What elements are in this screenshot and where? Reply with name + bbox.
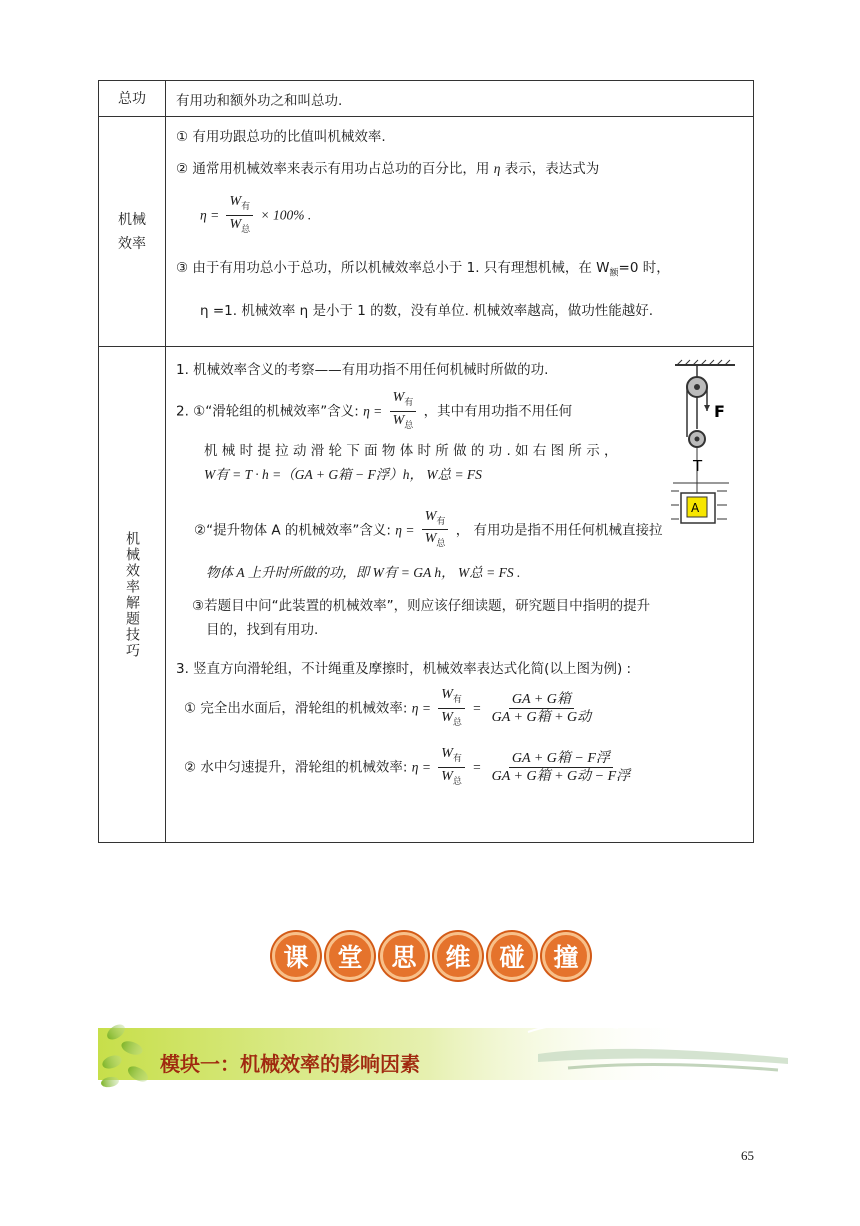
tips-p3b-fraction [489,750,634,785]
efficiency-formula [176,193,743,238]
row-total-work [99,81,754,117]
tips-p2b-line2: 物体 A 上升时所做的功，即 W有 = GA h， W总 = FS . [206,565,521,581]
banner-char: 维 [434,932,482,980]
efficiency-item3-line1 [176,256,743,286]
tips-p2b-prefix: ②“提升物体 A 的机械效率”含义: [194,521,391,538]
item3-sub: 额 [609,268,619,279]
tips-p2-fraction: $\frac{W_有}{W_总}$ [390,389,417,434]
tips-p1: 1. 机械效率含义的考察——有用功指不用任何机械时所做的功. [176,362,549,378]
label-efficiency [99,117,166,347]
eta-symbol: η [493,161,501,176]
formula-num: W [229,194,242,209]
tips-p2c-line2: 目的，找到有用功. [206,622,319,639]
item3-text: ③ 由于有用功总小于总功，所以机械效率总小于 1. 只有理想机械，在 W [176,259,610,276]
tips-p3b-den: GA + G箱 + G动 − F浮 [491,768,631,784]
efficiency-content [166,117,754,347]
tips-p2b-fraction: $\frac{W_有}{W_总}$ [422,508,449,553]
module-title: 模块一：机械效率的影响因素 [160,1052,420,1076]
summary-table [98,80,754,843]
label-efficiency-line1: 机械 [118,211,146,228]
banner-char: 撞 [542,932,590,980]
formula-eta: η = [200,207,220,223]
item2-suffix: 表示，表达式为 [504,161,600,177]
tips-p3a-fraction [489,691,595,726]
tips-p3a: ① 完全出水面后，滑轮组的机械效率: η = $\frac{W_有}{W_总}$ = $\frac{\text{GA + G箱}}{\text{GA + G箱 + G动}}$ [176,686,743,731]
tips-p2: 2. ①“滑轮组的机械效率”含义: η = $\frac{W_有}{W_总}$ ，其中有用功指不用任何 [176,389,743,434]
tips-p2b-suffix: ， 有用功是指不用任何机械直接拉 [455,521,663,538]
tips-p3b-label: ② 水中匀速提升，滑轮组的机械效率: [184,759,408,776]
tips-p2-line2: 机 械 时 提 拉 动 滑 轮 下 面 物 体 时 所 做 的 功 . 如 右 图 所 示 ， [204,442,618,459]
label-tips-text: 机械效率解题技巧 [124,530,140,659]
formula-tail: × 100% . [260,207,312,223]
efficiency-item2 [176,157,743,181]
pulley-diagram [669,359,741,529]
tips-p2c-line1: ③若题目中问“此装置的机械效率”，则应该仔细读题，研究题目中指明的提升 [192,598,651,615]
efficiency-item1: ① 有用功跟总功的比值叫机械效率. [176,129,386,145]
fig-F-label: F [714,402,725,421]
fig-A-label: A [691,501,700,515]
tips-p2-suffix: ，其中有用功指不用任何 [423,403,573,420]
label-total-work: 总功 [99,81,166,117]
item2-prefix: ② 通常用机械效率来表示有用功占总功的百分比，用 [176,161,490,177]
banner-char: 碰 [488,932,536,980]
tips-content [166,347,754,843]
formula-num-sub: 有 [241,200,251,211]
banner-char: 课 [272,932,320,980]
fig-T-label: T [693,457,703,475]
formula-den-sub: 总 [241,223,251,234]
label-efficiency-line2: 效率 [118,235,146,252]
banner-char: 堂 [326,932,374,980]
tips-p3: 3. 竖直方向滑轮组，不计绳重及摩擦时，机械效率表达式化简(以上图为例) : [176,661,632,678]
page-number: 65 [741,1148,754,1163]
tips-p3a-label: ① 完全出水面后，滑轮组的机械效率: [184,700,408,717]
label-tips [99,347,166,843]
tips-p2-prefix: 2. ①“滑轮组的机械效率”含义: [176,403,359,420]
formula-fraction [226,193,253,238]
tips-p2-line3: W有 = T · h =（GA + G箱 − F浮）h， W总 = FS [204,466,482,482]
efficiency-item3-line2: η =1. 机械效率 η 是小于 1 的数，没有单位. 机械效率越高，做功性能越好. [200,303,654,320]
tips-p3a-den: GA + G箱 + G动 [491,709,592,725]
section-banner [272,932,590,980]
tips-p2b: ②“提升物体 A 的机械效率”含义: η = $\frac{W_有}{W_总}$ ， 有用功是指不用任何机械直接拉 [176,508,743,553]
formula-den: W [229,216,242,232]
row-efficiency [99,117,754,347]
text-total-work: 有用功和额外功之和叫总功. [166,81,754,117]
banner-char: 思 [380,932,428,980]
tips-p3b: ② 水中匀速提升，滑轮组的机械效率: η = $\frac{W_有}{W_总}$ = $\frac{\text{GA + G箱 − F浮}}{\text{GA + G箱 + G动 − F浮}}$ [176,745,743,790]
tips-p3b-num: GA + G箱 − F浮 [509,750,613,768]
item3-end: =0 时， [618,259,670,276]
tips-p3a-num: GA + G箱 [509,691,574,709]
row-tips [99,347,754,843]
